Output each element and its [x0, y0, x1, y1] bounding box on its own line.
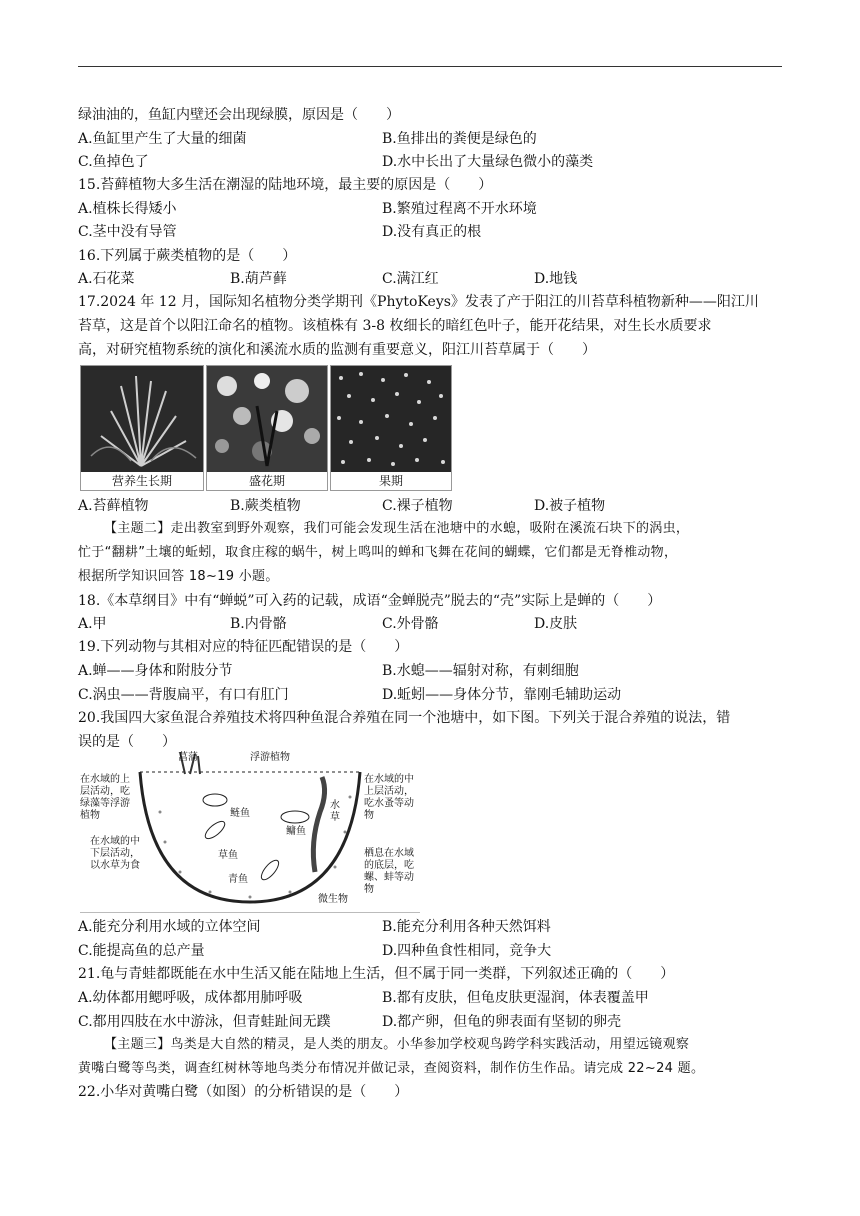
label-left-middle: 在水域的中下层活动，以水草为食 — [90, 836, 140, 871]
q21-option-c: C.都用四肢在水中游泳，但青蛙趾间无蹼 — [78, 1014, 331, 1030]
photo-caption-flowering: 盛花期 — [207, 472, 327, 490]
label-fish-3: 草鱼 — [218, 850, 238, 861]
label-fish-4: 青鱼 — [228, 874, 248, 885]
q14-stem-continued: 绿油油的，鱼缸内壁还会出现绿膜，原因是（ ） — [78, 107, 400, 123]
q19-option-b: B.水螅——辐射对称，有刺细胞 — [382, 663, 579, 679]
q16-option-a: A.石花菜 — [78, 271, 135, 287]
q18-option-a: A.甲 — [78, 616, 107, 632]
fruit-photo-icon — [331, 366, 451, 472]
q20-stem-line-2: 误的是（ ） — [78, 734, 176, 750]
theme2-line-3: 根据所学知识回答 18~19 小题。 — [78, 569, 279, 584]
q20-option-d: D.四种鱼食性相同，竞争大 — [382, 943, 552, 959]
q16-option-c: C.满江红 — [382, 271, 439, 287]
grass-photo-icon — [81, 366, 203, 472]
theme2-line-1: 【主题二】走出教室到野外观察，我们可能会发现生活在池塘中的水螅，吸附在溪流石块下的涡虫， — [104, 521, 690, 536]
q15-option-c: C.茎中没有导管 — [78, 224, 177, 240]
flower-photo-icon — [207, 366, 327, 472]
q19-option-d: D.蚯蚓——身体分节，靠刚毛辅助运动 — [382, 687, 622, 703]
q18-option-b: B.内骨骼 — [230, 616, 287, 632]
q20-option-c: C.能提高鱼的总产量 — [78, 943, 205, 959]
q21-option-b: B.都有皮肤，但龟皮肤更湿润，体表覆盖甲 — [382, 990, 649, 1006]
q16-option-d: D.地钱 — [534, 271, 578, 287]
q17-stem-line-1: 17.2024 年 12 月，国际知名植物分类学期刊《PhytoKeys》发表了产于阳江的川苔草科植物新种——阳江川 — [78, 294, 759, 310]
label-left-upper: 在水域的上层活动，吃绿藻等浮游植物 — [80, 774, 130, 821]
photo-vegetative — [80, 365, 204, 491]
q20-option-a: A.能充分利用水域的立体空间 — [78, 919, 261, 935]
label-right-upper: 在水域的中上层活动，吃水蚤等动物 — [364, 774, 414, 821]
q20-stem-line-1: 20.我国四大家鱼混合养殖技术将四种鱼混合养殖在同一个池塘中，如下图。下列关于混合养殖的说法，错 — [78, 710, 731, 726]
q17-option-b: B.蕨类植物 — [230, 498, 301, 514]
label-fish-2: 鳙鱼 — [286, 826, 306, 837]
q18-option-c: C.外骨骼 — [382, 616, 439, 632]
q16-option-b: B.葫芦藓 — [230, 271, 287, 287]
q17-option-c: C.裸子植物 — [382, 498, 453, 514]
label-top-plants: 菖蒲 — [178, 752, 198, 763]
q15-option-d: D.没有真正的根 — [382, 224, 482, 240]
q14-option-a: A.鱼缸里产生了大量的细菌 — [78, 131, 247, 147]
q21-option-a: A.幼体都用鳃呼吸，成体都用肺呼吸 — [78, 990, 303, 1006]
q17-stem-line-3: 高，对研究植物系统的演化和溪流水质的监测有重要意义，阳江川苔草属于（ ） — [78, 342, 596, 358]
q21-option-d: D.都产卵，但龟的卵表面有坚韧的卵壳 — [382, 1014, 622, 1030]
label-right-lower: 栖息在水域的底层，吃螺、蚌等动物 — [364, 848, 414, 895]
photo-caption-fruiting: 果期 — [331, 472, 451, 490]
label-water-weed: 水草 — [330, 800, 340, 823]
q15-option-a: A.植株长得矮小 — [78, 201, 177, 217]
q14-option-d: D.水中长出了大量绿色微小的藻类 — [382, 154, 594, 170]
photo-flowering — [206, 365, 328, 491]
q20-option-b: B.能充分利用各种天然饵料 — [382, 919, 551, 935]
label-floating-plants: 浮游植物 — [250, 752, 290, 763]
q19-option-c: C.涡虫——背腹扁平，有口有肛门 — [78, 687, 289, 703]
theme3-line-2: 黄嘴白鹭等鸟类，调查红树林等地鸟类分布情况并做记录，查阅资料，制作仿生作品。请完成 22~24 题。 — [78, 1061, 705, 1076]
q14-option-b: B.鱼排出的粪便是绿色的 — [382, 131, 537, 147]
pond-diagram — [80, 752, 420, 913]
q18-option-d: D.皮肤 — [534, 616, 578, 632]
q14-option-c: C.鱼掉色了 — [78, 154, 149, 170]
q17-option-a: A.苔藓植物 — [78, 498, 149, 514]
q17-stem-line-2: 苔草，这是首个以阳江命名的植物。该植株有 3-8 枚细长的暗红色叶子，能开花结果，对生长水质要求 — [78, 318, 712, 334]
theme2-line-2: 忙于“翻耕”土壤的蚯蚓，取食庄稼的蜗牛，树上鸣叫的蝉和飞舞在花间的蝴蝶，它们都是无脊椎动物， — [78, 545, 678, 560]
theme3-line-1: 【主题三】鸟类是大自然的精灵，是人类的朋友。小华参加学校观鸟跨学科实践活动，用望远镜观察 — [104, 1037, 690, 1052]
photo-caption-vegetative: 营养生长期 — [81, 472, 203, 490]
label-microorganisms: 微生物 — [318, 894, 348, 905]
q15-stem: 15.苔藓植物大多生活在潮湿的陆地环境，最主要的原因是（ ） — [78, 177, 493, 193]
q15-option-b: B.繁殖过程离不开水环境 — [382, 201, 537, 217]
q17-option-d: D.被子植物 — [534, 498, 606, 514]
q19-stem: 19.下列动物与其相对应的特征匹配错误的是（ ） — [78, 639, 409, 655]
q19-option-a: A.蝉——身体和附肢分节 — [78, 663, 233, 679]
q21-stem: 21.龟与青蛙都既能在水中生活又能在陆地上生活，但不属于同一类群，下列叙述正确的（ ） — [78, 966, 675, 982]
label-fish-1: 鲢鱼 — [230, 808, 250, 819]
q22-stem: 22.小华对黄嘴白鹭（如图）的分析错误的是（ ） — [78, 1084, 409, 1100]
q18-stem: 18.《本草纲目》中有“蝉蜕”可入药的记载，成语“金蝉脱壳”脱去的“壳”实际上是蝉的（ ） — [78, 593, 662, 609]
q16-stem: 16.下列属于蕨类植物的是（ ） — [78, 248, 297, 264]
header-rule — [78, 66, 782, 67]
photo-fruiting — [330, 365, 452, 491]
